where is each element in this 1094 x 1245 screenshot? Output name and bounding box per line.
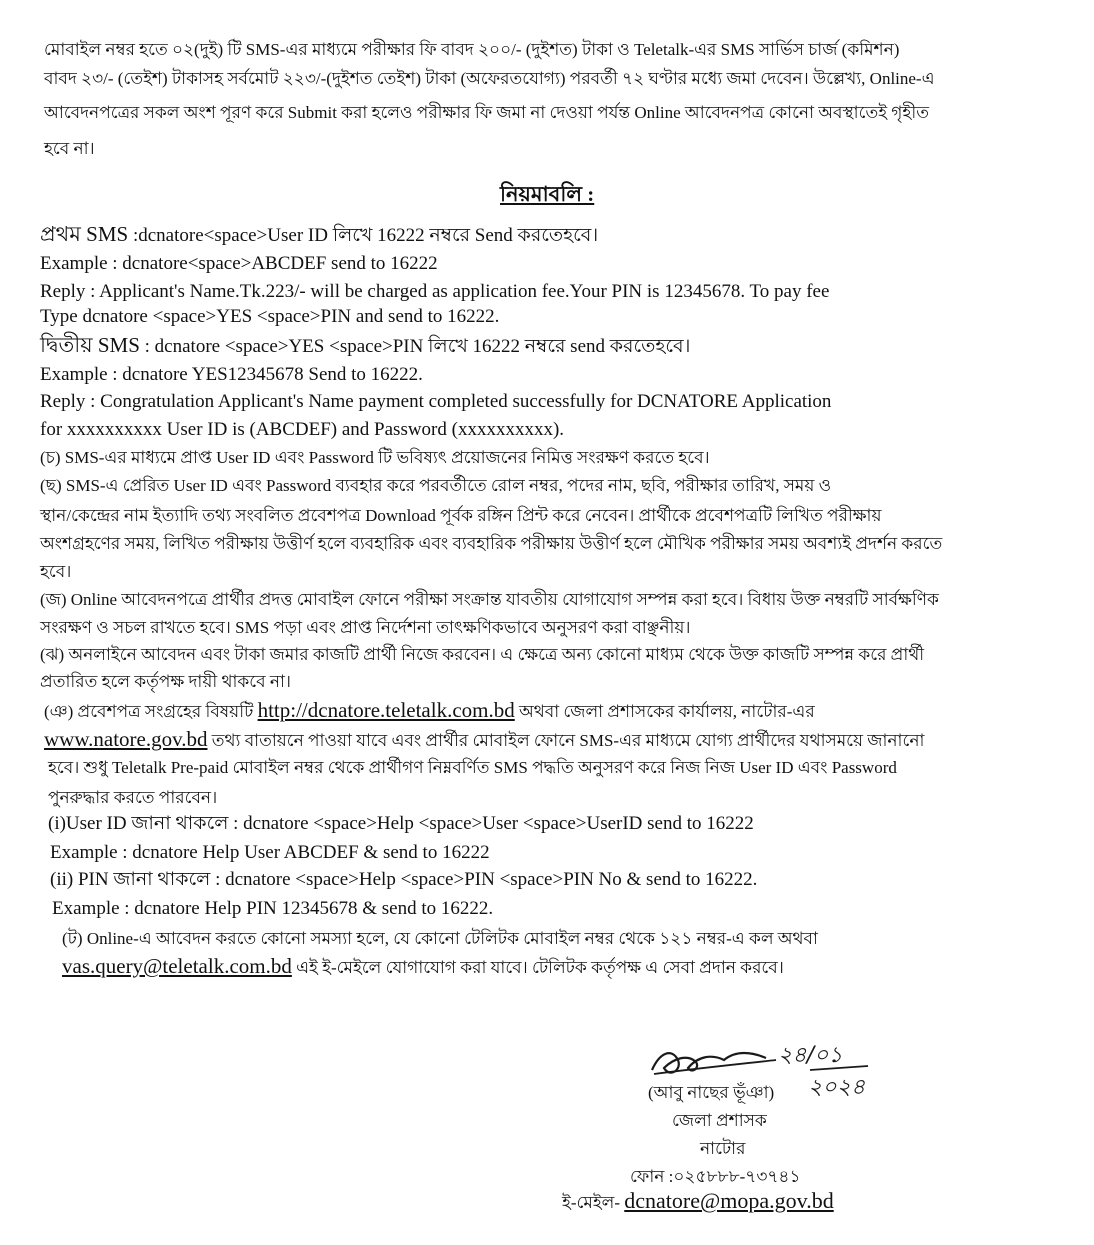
intro-line-1: মোবাইল নম্বর হতে ০২(দুই) টি SMS-এর মাধ্যমে পরীক্ষার ফি বাবদ ২০০/- (দুইশত) টাকা ও Teletalk-এর SMS সার্ভিস চার্জ (কমিশন) xyxy=(44,40,900,59)
rule-nya-line-2 xyxy=(44,727,924,753)
sms1-text: :dcnatore<space>User ID লিখে 16222 নম্বরে Send করতেহবে। xyxy=(132,225,599,246)
rule-chh-line-4: হবে। xyxy=(40,562,72,581)
rule-t-line-2 xyxy=(62,954,784,980)
teletalk-email-link[interactable]: vas.query@teletalk.com.bd xyxy=(62,954,292,978)
teletalk-portal-link[interactable]: http://dcnatore.teletalk.com.bd xyxy=(257,698,515,722)
sms2-label: দ্বিতীয় SMS xyxy=(40,333,140,357)
natore-gov-link[interactable]: www.natore.gov.bd xyxy=(44,727,208,751)
sms1-reply-1: Reply : Applicant's Name.Tk.223/- will be charged as application fee.Your PIN is 12345678. To pay fee xyxy=(40,281,830,302)
rule-j-line-2: সংরক্ষণ ও সচল রাখতে হবে। SMS পড়া এবং প্রাপ্ত নির্দেশনা তাৎক্ষণিকভাবে অনুসরণ করা বাঞ্ছনীয়। xyxy=(40,618,691,637)
sms2-reply-1: Reply : Congratulation Applicant's Name payment completed successfully for DCNATORE Application xyxy=(40,391,832,412)
rule-j-line-1: (জ) Online আবেদনপত্রে প্রার্থীর প্রদত্ত মোবাইল ফোনে পরীক্ষা সংক্রান্ত যাবতীয় যোগাযোগ সম্পন্ন করা হবে। বিধায় উক্ত নম্বরটি সার্বক্ষণিক xyxy=(40,590,939,609)
intro-line-3: আবেদনপত্রের সকল অংশ পূরণ করে Submit করা হলেও পরীক্ষার ফি জমা না দেওয়া পর্যন্ত Online আবেদনপত্র কোনো অবস্থাতেই গৃহীত xyxy=(44,103,929,122)
rule-chh-line-1: (ছ) SMS-এ প্রেরিত User ID এবং Password ব্যবহার করে পরবর্তীতে রোল নম্বর, পদের নাম, ছবি, পরীক্ষার তারিখ, সময় ও xyxy=(40,476,832,495)
rule-ch: (চ) SMS-এর মাধ্যমে প্রাপ্ত User ID এবং Password টি ভবিষ্যৎ প্রয়োজনের নিমিত্ত সংরক্ষণ করতে হবে। xyxy=(40,448,710,467)
rule-nya-suffix-1: অথবা জেলা প্রশাসকের কার্যালয়, নাটোর-এর xyxy=(519,702,815,721)
signatory-designation: জেলা প্রশাসক xyxy=(672,1111,767,1130)
signatory-phone: ফোন :০২৫৮৮৮-৭৩৭৪১ xyxy=(630,1167,801,1186)
rule-t-suffix: এই ই-মেইলে যোগাযোগ করা যাবে। টেলিটক কর্তৃপক্ষ এ সেবা প্রদান করবে। xyxy=(296,958,784,977)
intro-line-2: বাবদ ২৩/- (তেইশ) টাকাসহ সর্বমোট ২২৩/-(দুইশত তেইশ) টাকা (অফেরতযোগ্য) পরবর্তী ৭২ ঘণ্টার মধ্যে জমা দেবেন। উল্লেখ্য, Online-এ xyxy=(44,69,935,88)
rules-heading: নিয়মাবলি : xyxy=(500,182,595,206)
sms2-line xyxy=(40,333,690,359)
rule-nya-line-3: হবে। শুধু Teletalk Pre-paid মোবাইল নম্বর থেকে প্রার্থীগণ নিম্নবর্ণিত SMS পদ্ধতি অনুসরণ করে নিজ নিজ User ID এবং Password xyxy=(48,758,897,777)
rule-chh-line-2: স্থান/কেন্দ্রের নাম ইত্যাদি তথ্য সংবলিত প্রবেশপত্র Download পূর্বক রঙ্গিন প্রিন্ট করে নেবেন। প্রার্থীকে প্রবেশপত্রটি লিখিত পরীক্ষায় xyxy=(40,506,882,525)
intro-line-4: হবে না। xyxy=(44,139,95,158)
handwritten-year: ২০২৪ xyxy=(808,1075,866,1100)
sms2-text: : dcnatore <space>YES <space>PIN লিখে 16222 নম্বরে send করতেহবে। xyxy=(144,336,691,357)
rule-nya-suffix-2: তথ্য বাতায়নে পাওয়া যাবে এবং প্রার্থীর মোবাইল ফোনে SMS-এর মাধ্যমে যোগ্য প্রার্থীদের যথাসময়ে জানানো xyxy=(211,731,925,750)
rule-jh-line-1: (ঝ) অনলাইনে আবেদন এবং টাকা জমার কাজটি প্রার্থী নিজে করবেন। এ ক্ষেত্রে অন্য কোনো মাধ্যম থেকে উক্ত কাজটি সম্পন্ন করে প্রার্থী xyxy=(40,645,925,664)
sms1-line xyxy=(40,222,598,248)
rule-nya-prefix: (ঞ) প্রবেশপত্র সংগ্রহের বিষয়টি xyxy=(44,702,254,721)
recovery-pin: (ii) PIN জানা থাকলে : dcnatore <space>Help <space>PIN <space>PIN No & send to 16222. xyxy=(50,869,758,890)
recovery-userid-example: Example : dcnatore Help User ABCDEF & send to 16222 xyxy=(50,842,490,863)
sms1-reply-2: Type dcnatore <space>YES <space>PIN and send to 16222. xyxy=(40,306,500,327)
signatory-email-label: ই-মেইল- xyxy=(562,1193,621,1212)
sms1-label: প্রথম SMS xyxy=(40,222,129,246)
rule-t-line-1: (ট) Online-এ আবেদন করতে কোনো সমস্যা হলে, যে কোনো টেলিটক মোবাইল নম্বর থেকে ১২১ নম্বর-এ কল অথবা xyxy=(62,929,818,948)
rule-jh-line-2: প্রতারিত হলে কর্তৃপক্ষ দায়ী থাকবে না। xyxy=(40,672,292,691)
recovery-userid: (i)User ID জানা থাকলে : dcnatore <space>Help <space>User <space>UserID send to 16222 xyxy=(48,813,754,834)
sms2-reply-2: for xxxxxxxxxx User ID is (ABCDEF) and Password (xxxxxxxxxx). xyxy=(40,419,565,440)
signatory-name: (আবু নাছের ভূঁঞা) xyxy=(648,1083,775,1102)
rule-nya-line-1 xyxy=(44,698,815,724)
signatory-email-line xyxy=(562,1188,834,1218)
sms1-example: Example : dcnatore<space>ABCDEF send to 16222 xyxy=(40,253,438,274)
sms2-example: Example : dcnatore YES12345678 Send to 16222. xyxy=(40,364,423,385)
signatory-office: নাটোর xyxy=(700,1139,746,1158)
recovery-pin-example: Example : dcnatore Help PIN 12345678 & send to 16222. xyxy=(52,898,494,919)
handwritten-date-top: ২৪/০১ xyxy=(778,1043,843,1068)
rule-nya-line-4: পুনরুদ্ধার করতে পারবেন। xyxy=(48,788,218,807)
rule-chh-line-3: অংশগ্রহণের সময়, লিখিত পরীক্ষায় উত্তীর্ণ হলে ব্যবহারিক এবং ব্যবহারিক পরীক্ষায় উত্তীর্ণ হলে মৌখিক পরীক্ষার সময় অবশ্যই প্রদর্শন করতে xyxy=(40,534,943,553)
signatory-email-link[interactable]: dcnatore@mopa.gov.bd xyxy=(624,1188,834,1213)
